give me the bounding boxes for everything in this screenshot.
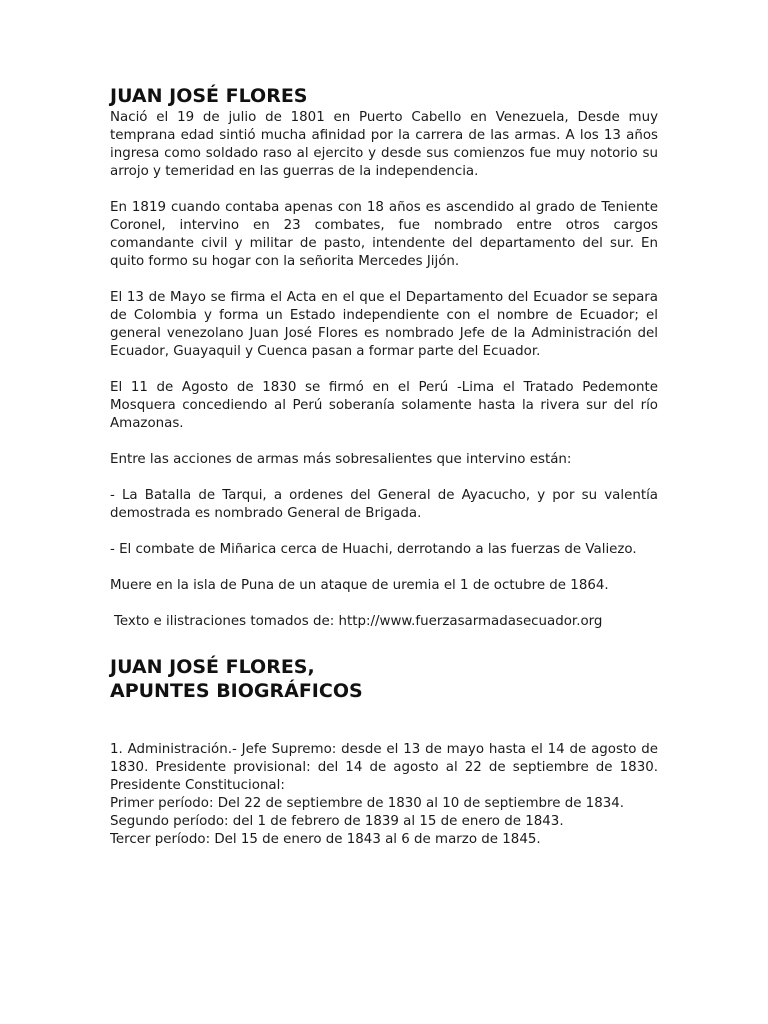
paragraph-career: En 1819 cuando contaba apenas con 18 años es ascendido al grado de Teniente Coronel, intervino en 23 combates, fue nombrado entre otros cargos comandante civil y militar de pasto, intendente del departamento del sur. En quito formo su hogar con la señorita Mercedes Jijón. bbox=[110, 200, 658, 269]
administration-block bbox=[110, 741, 658, 849]
paragraph-actions-intro: Entre las acciones de armas más sobresalientes que intervino están: bbox=[110, 452, 572, 467]
paragraph-minarica: - El combate de Miñarica cerca de Huachi, derrotando a las fuerzas de Valiezo. bbox=[110, 542, 637, 557]
section-title-line-1: JUAN JOSÉ FLORES, bbox=[110, 656, 315, 678]
paragraph-birth: Nació el 19 de julio de 1801 en Puerto Cabello en Venezuela, Desde muy temprana edad sintió mucha afinidad por la carrera de las armas. A los 13 años ingresa como soldado raso al ejercito y desde sus comienzos fue muy notorio su arrojo y temeridad en las guerras de la independencia. bbox=[110, 110, 658, 179]
period-third: Tercer período: Del 15 de enero de 1843 al 6 de marzo de 1845. bbox=[110, 832, 541, 847]
document-title: JUAN JOSÉ FLORES bbox=[110, 85, 308, 107]
spacer bbox=[110, 703, 658, 741]
document-page bbox=[110, 84, 658, 849]
period-first: Primer período: Del 22 de septiembre de 1830 al 10 de septiembre de 1834. bbox=[110, 796, 625, 811]
paragraph-tarqui: - La Batalla de Tarqui, a ordenes del General de Ayacucho, y por su valentía demostrada es nombrado General de Brigada. bbox=[110, 488, 658, 521]
paragraph-independence: El 13 de Mayo se firma el Acta en el que el Departamento del Ecuador se separa de Colombia y forma un Estado independiente con el nombre de Ecuador; el general venezolano Juan José Flores es nombrado Jefe de la Administración del Ecuador, Guayaquil y Cuenca pasan a formar parte del Ecuador. bbox=[110, 290, 658, 359]
period-second: Segundo período: del 1 de febrero de 1839 al 15 de enero de 1843. bbox=[110, 814, 564, 829]
source-credit: Texto e ilistraciones tomados de: http://www.fuerzasarmadasecuador.org bbox=[114, 614, 603, 629]
paragraph-treaty: El 11 de Agosto de 1830 se firmó en el Perú -Lima el Tratado Pedemonte Mosquera concediendo al Perú soberanía solamente hasta la rivera sur del río Amazonas. bbox=[110, 380, 658, 431]
administration-intro: 1. Administración.- Jefe Supremo: desde el 13 de mayo hasta el 14 de agosto de 1830. Presidente provisional: del 14 de agosto al 22 de septiembre de 1830. Presidente Constitucional: bbox=[110, 742, 658, 793]
paragraph-death: Muere en la isla de Puna de un ataque de uremia el 1 de octubre de 1864. bbox=[110, 578, 609, 593]
section-title-line-2: APUNTES BIOGRÁFICOS bbox=[110, 680, 363, 702]
section-title bbox=[110, 655, 658, 703]
